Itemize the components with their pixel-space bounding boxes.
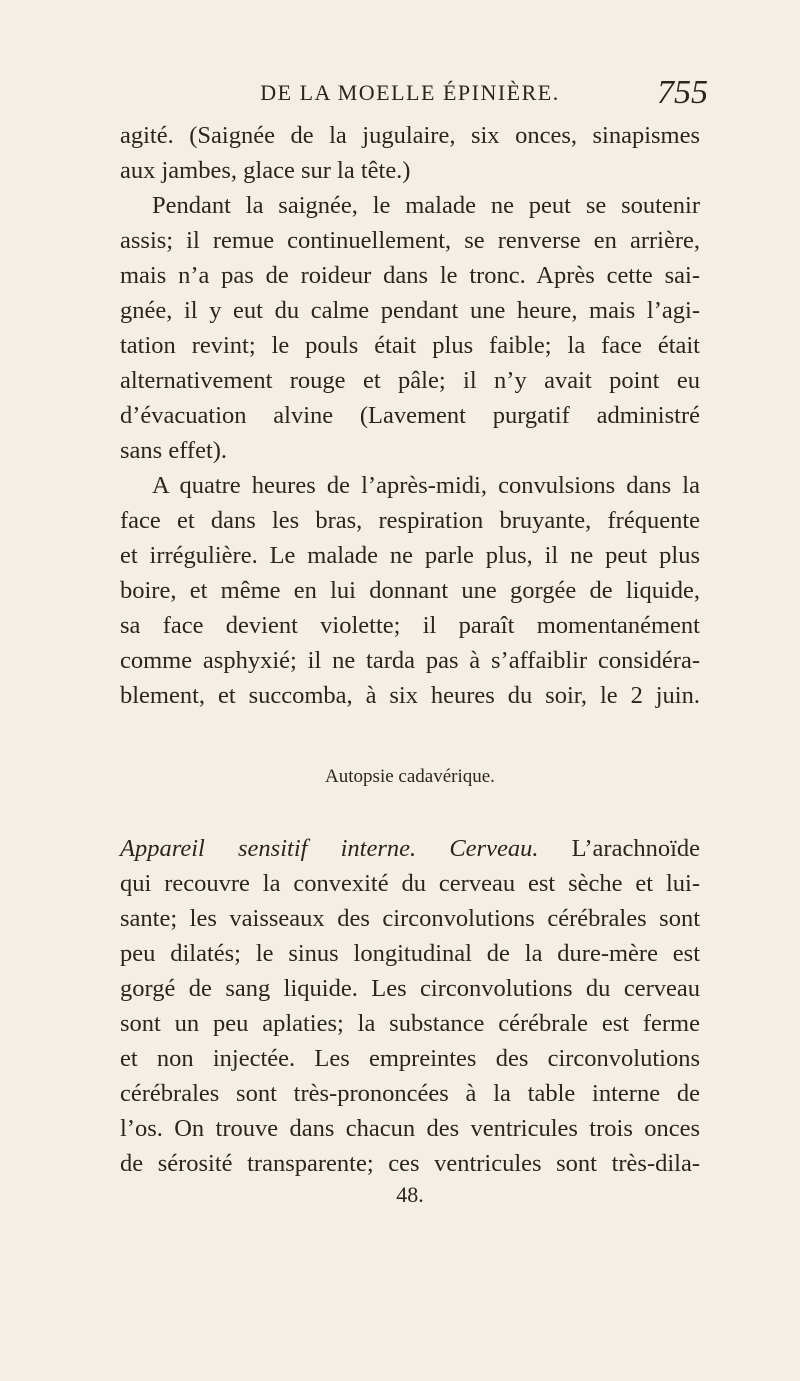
text-line: sont un peu aplaties; la substance cérébrale est ferme [120, 1010, 700, 1037]
spacer [120, 805, 700, 831]
text-line: sa face devient violette; il paraît momentanément [120, 612, 700, 639]
text-line: cérébrales sont très-prononcées à la table interne de [120, 1080, 700, 1107]
text-line: l’os. On trouve dans chacun des ventricules trois onces [120, 1115, 700, 1142]
text-line: tation revint; le pouls était plus faible; la face était [120, 332, 700, 359]
body-text [120, 118, 700, 1209]
text-line: et irrégulière. Le malade ne parle plus, il ne peut plus [120, 542, 700, 569]
paragraph-block [120, 118, 700, 713]
text-line: d’évacuation alvine (Lavement purgatif administré [120, 402, 700, 429]
text-line: peu dilatés; le sinus longitudinal de la dure-mère est [120, 940, 700, 967]
text-line: et non injectée. Les empreintes des circonvolutions [120, 1045, 700, 1072]
section-first-line-rest: L’arachnoïde [571, 835, 700, 862]
text-line: A quatre heures de l’après-midi, convulsions dans la [152, 472, 700, 499]
section-title: Appareil sensitif interne. Cerveau. [120, 835, 539, 862]
text-line: de sérosité transparente; ces ventricules sont très-dila- [120, 1150, 700, 1177]
spacer [120, 713, 700, 739]
text-line: face et dans les bras, respiration bruyante, fréquente [120, 507, 700, 534]
text-line: agité. (Saignée de la jugulaire, six onces, sinapismes [120, 122, 700, 149]
text-line: gorgé de sang liquide. Les circonvolutions du cerveau [120, 975, 700, 1002]
text-line: mais n’a pas de roideur dans le tronc. Après cette sai- [120, 262, 700, 289]
text-line: blement, et succomba, à six heures du soir, le 2 juin. [120, 682, 700, 709]
text-line: gnée, il y eut du calme pendant une heure, mais l’agi- [120, 297, 700, 324]
text-line: aux jambes, glace sur la tête.) [120, 157, 411, 184]
running-head: DE LA MOELLE ÉPINIÈRE. [260, 80, 560, 105]
text-line: Pendant la saignée, le malade ne peut se soutenir [152, 192, 700, 219]
signature-mark: 48. [396, 1182, 424, 1207]
text-line: sans effet). [120, 437, 228, 464]
text-line: alternativement rouge et pâle; il n’y avait point eu [120, 367, 700, 394]
text-line: boire, et même en lui donnant une gorgée de liquide, [120, 577, 700, 604]
text-line: qui recouvre la convexité du cerveau est sèche et lui- [120, 870, 700, 897]
autopsy-heading: Autopsie cadavérique. [325, 766, 495, 787]
paragraph-block [120, 866, 700, 1181]
section-first-line [120, 831, 700, 866]
page-number: 755 [657, 74, 708, 111]
page-header [120, 74, 708, 118]
text-line: assis; il remue continuellement, se renverse en arrière, [120, 227, 700, 254]
text-line: comme asphyxié; il ne tarda pas à s’affaiblir considéra- [120, 647, 700, 674]
text-line: sante; les vaisseaux des circonvolutions cérébrales sont [120, 905, 700, 932]
